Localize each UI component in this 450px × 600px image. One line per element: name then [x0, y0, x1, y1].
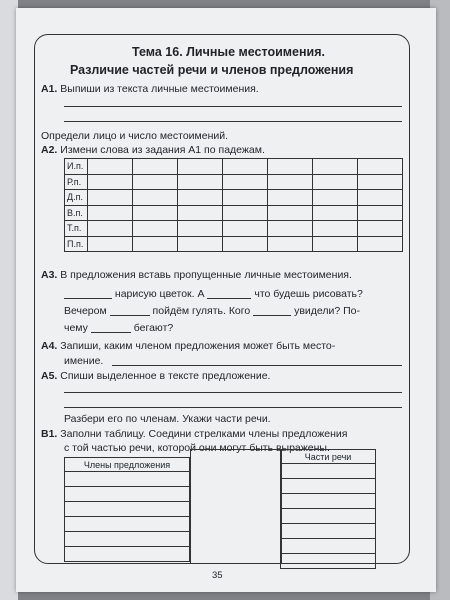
table-cell[interactable]	[133, 221, 178, 237]
task-a1	[41, 84, 259, 95]
table-cell[interactable]	[313, 159, 358, 175]
case-label: Т.п.	[65, 221, 88, 237]
column-header-parts-of-speech: Части речи	[281, 450, 376, 464]
sentence-text: что будешь рисовать?	[254, 288, 363, 300]
task-a1-number: А1.	[41, 83, 58, 95]
table-row	[65, 159, 403, 175]
table-cell[interactable]	[65, 532, 190, 547]
table-cell[interactable]	[313, 190, 358, 206]
table-cell[interactable]	[281, 554, 376, 569]
table-cell[interactable]	[313, 236, 358, 252]
table-cell[interactable]	[223, 221, 268, 237]
fill-in-blank[interactable]	[110, 305, 150, 316]
task-a1-text: Выпиши из текста личные местоимения.	[60, 83, 259, 95]
task-a1-followup: Определи лицо и число местоимений.	[41, 130, 229, 142]
task-a5-number: А5.	[41, 370, 58, 382]
table-cell[interactable]	[88, 174, 133, 190]
table-header-row	[281, 450, 376, 464]
table-cell[interactable]	[88, 159, 133, 175]
task-a3-sentence-1	[64, 288, 363, 300]
task-a5-followup: Разбери его по членам. Укажи части речи.	[64, 413, 271, 425]
table-row	[65, 502, 190, 517]
table-cell[interactable]	[268, 205, 313, 221]
answer-line[interactable]	[64, 392, 402, 393]
table-cell[interactable]	[133, 174, 178, 190]
table-cell[interactable]	[133, 205, 178, 221]
answer-line[interactable]	[64, 121, 402, 122]
task-a3-text: В предложения вставь пропущенные личные местоимения.	[60, 269, 352, 281]
sentence-text: пойдём гулять. Кого	[152, 305, 251, 317]
table-cell[interactable]	[88, 221, 133, 237]
case-label: В.п.	[65, 205, 88, 221]
table-cell[interactable]	[65, 472, 190, 487]
task-a3-number: А3.	[41, 269, 58, 281]
task-b1-number: В1.	[41, 428, 58, 440]
table-cell[interactable]	[268, 190, 313, 206]
table-row	[65, 221, 403, 237]
table-cell[interactable]	[281, 509, 376, 524]
table-header-row	[65, 458, 190, 472]
table-cell[interactable]	[223, 174, 268, 190]
task-a3	[41, 270, 352, 281]
table-cell[interactable]	[65, 517, 190, 532]
case-label: П.п.	[65, 236, 88, 252]
table-cell[interactable]	[178, 205, 223, 221]
parts-of-speech-table	[280, 449, 376, 569]
table-cell[interactable]	[358, 205, 403, 221]
table-cell[interactable]	[358, 159, 403, 175]
table-row	[65, 472, 190, 487]
table-row	[65, 517, 190, 532]
case-label: И.п.	[65, 159, 88, 175]
table-cell[interactable]	[358, 174, 403, 190]
task-a3-sentence-3	[64, 322, 173, 334]
title-line-1: Тема 16. Личные местоимения.	[132, 45, 325, 59]
table-cell[interactable]	[281, 464, 376, 479]
task-a5-text: Спиши выделенное в тексте предложение.	[60, 370, 271, 382]
table-cell[interactable]	[313, 174, 358, 190]
answer-line[interactable]	[64, 407, 402, 408]
table-cell[interactable]	[223, 205, 268, 221]
table-row	[281, 524, 376, 539]
table-cell[interactable]	[178, 190, 223, 206]
table-cell[interactable]	[88, 205, 133, 221]
table-cell[interactable]	[358, 190, 403, 206]
task-a2-text: Измени слова из задания А1 по падежам.	[60, 144, 265, 156]
answer-line[interactable]	[64, 106, 402, 107]
case-label: Д.п.	[65, 190, 88, 206]
table-cell[interactable]	[223, 190, 268, 206]
sentence-text: бегают?	[133, 322, 174, 334]
table-cell[interactable]	[313, 221, 358, 237]
table-row	[281, 494, 376, 509]
table-cell[interactable]	[268, 174, 313, 190]
table-cell[interactable]	[65, 487, 190, 502]
column-header-sentence-members: Члены предложения	[65, 458, 190, 472]
table-cell[interactable]	[313, 205, 358, 221]
table-cell[interactable]	[281, 479, 376, 494]
fill-in-blank[interactable]	[64, 288, 112, 299]
table-cell[interactable]	[178, 236, 223, 252]
table-cell[interactable]	[223, 159, 268, 175]
table-cell[interactable]	[133, 236, 178, 252]
table-cell[interactable]	[223, 236, 268, 252]
table-cell[interactable]	[358, 236, 403, 252]
table-row	[65, 236, 403, 252]
table-cell[interactable]	[178, 174, 223, 190]
fill-in-blank[interactable]	[91, 322, 131, 333]
task-a4-number: А4.	[41, 340, 58, 352]
task-a4-text: Запиши, каким членом предложения может быть место-	[60, 340, 336, 352]
sentence-text: чему	[64, 322, 88, 334]
sentence-members-table	[64, 457, 190, 562]
table-cell[interactable]	[88, 190, 133, 206]
task-a3-sentence-2	[64, 305, 360, 317]
table-cell[interactable]	[178, 221, 223, 237]
table-row	[281, 509, 376, 524]
fill-in-blank[interactable]	[207, 288, 251, 299]
table-row	[281, 539, 376, 554]
table-cell[interactable]	[178, 159, 223, 175]
table-cell[interactable]	[65, 547, 190, 562]
case-label: Р.п.	[65, 174, 88, 190]
cases-table	[64, 158, 403, 252]
table-cell[interactable]	[281, 539, 376, 554]
table-row	[65, 205, 403, 221]
table-row	[65, 174, 403, 190]
table-cell[interactable]	[88, 236, 133, 252]
fill-in-blank[interactable]	[253, 305, 291, 316]
sentence-text: Вечером	[64, 305, 107, 317]
task-a2	[41, 145, 265, 156]
arrow-area[interactable]	[190, 449, 282, 564]
task-a2-number: А2.	[41, 144, 58, 156]
table-row	[65, 532, 190, 547]
table-row	[281, 479, 376, 494]
sentence-text: нарисую цветок. А	[114, 288, 205, 300]
sentence-text: увидели? По-	[294, 305, 361, 317]
table-cell[interactable]	[65, 502, 190, 517]
table-row	[65, 190, 403, 206]
table-row	[65, 487, 190, 502]
table-row	[281, 464, 376, 479]
table-cell[interactable]	[133, 159, 178, 175]
table-row	[281, 554, 376, 569]
title-line-2: Различие частей речи и членов предложения	[70, 63, 354, 77]
table-row	[65, 547, 190, 562]
workbook-page	[16, 8, 436, 592]
task-b1-text-continued: с той частью речи, которой они могут быть выражены.	[64, 442, 330, 454]
table-cell[interactable]	[133, 190, 178, 206]
page-number: 35	[212, 570, 223, 581]
task-b1-text: Заполни таблицу. Соедини стрелками члены предложения	[60, 428, 348, 440]
task-a4-text-continued: имение.	[64, 355, 104, 367]
table-cell[interactable]	[281, 524, 376, 539]
table-cell[interactable]	[281, 494, 376, 509]
task-a4	[41, 341, 335, 352]
table-cell[interactable]	[358, 221, 403, 237]
table-cell[interactable]	[268, 159, 313, 175]
answer-line[interactable]	[112, 365, 402, 366]
task-a5	[41, 371, 270, 382]
table-cell[interactable]	[268, 236, 313, 252]
table-cell[interactable]	[268, 221, 313, 237]
task-b1	[41, 429, 348, 440]
